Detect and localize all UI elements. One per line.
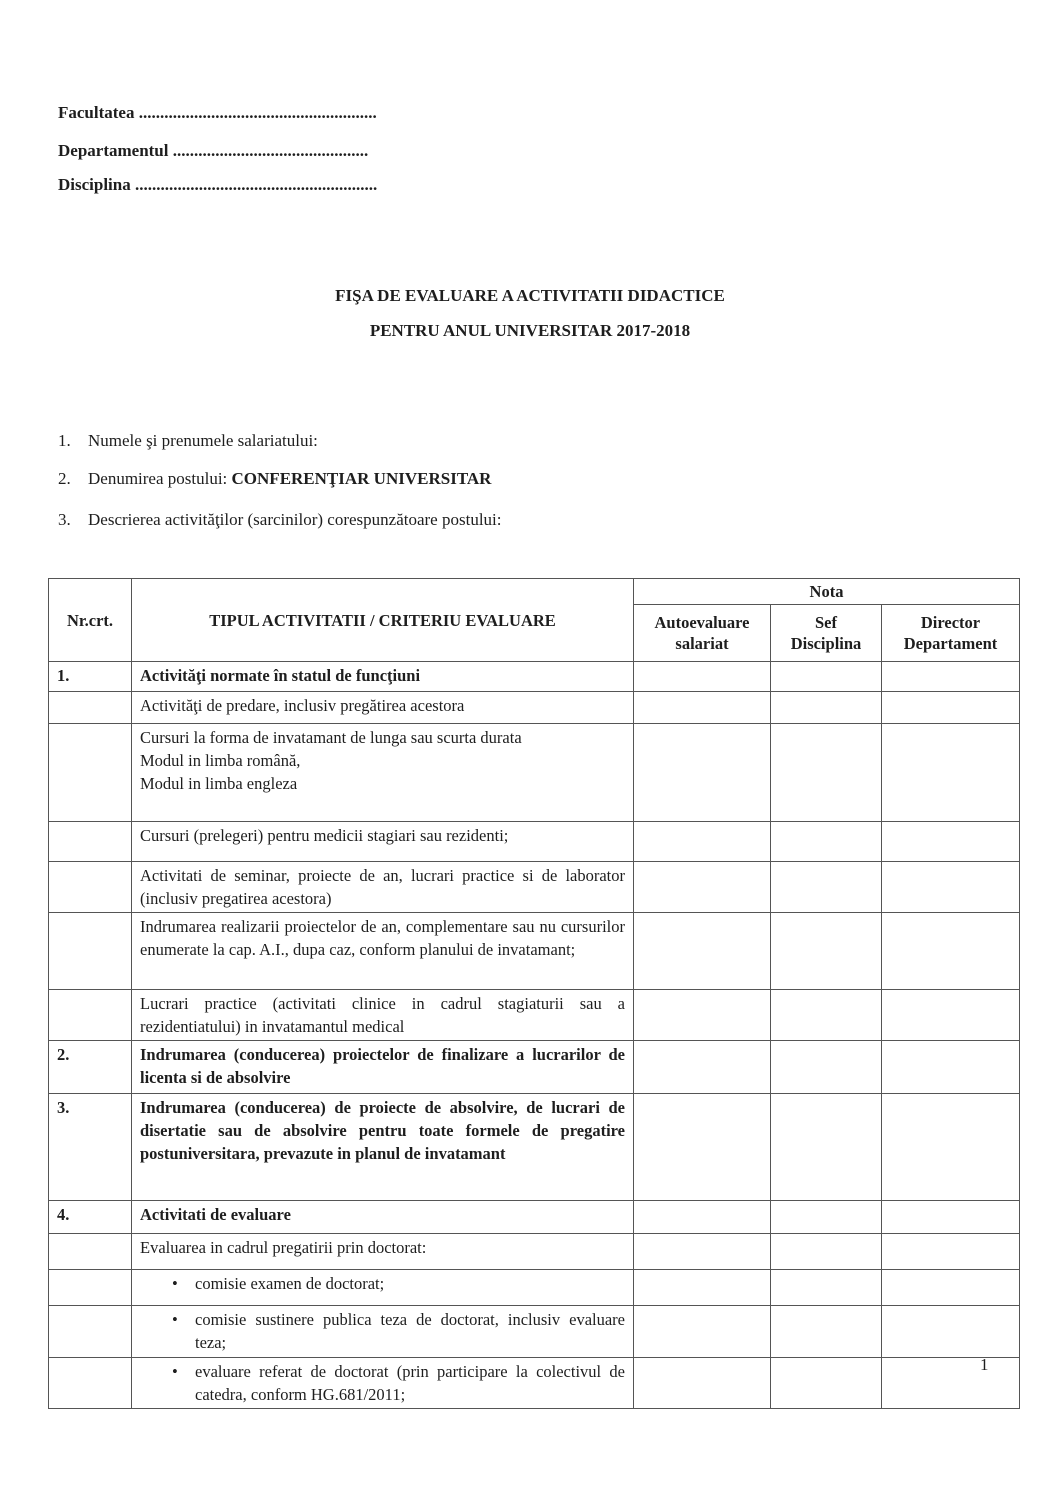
score-director[interactable]	[882, 692, 1020, 724]
criterion-text: Activităţi normate în statul de funcţiuni	[140, 666, 421, 685]
score-director[interactable]	[882, 1358, 1020, 1409]
criterion-text: Indrumarea (conducerea) de proiecte de absolvire, de lucrari de disertatie sau de absolvire pentru toate formele de pregatire postuniversitara, prevazute in planul de invatamant	[140, 1098, 625, 1163]
criterion-text: Lucrari practice (activitati clinice in cadrul stagiaturii sau a rezidentiatului) in invatamantul medical	[140, 994, 625, 1036]
score-director[interactable]	[882, 1094, 1020, 1201]
field-disciplina: Disciplina .........................................................	[58, 175, 378, 194]
criterion-cell	[132, 913, 634, 990]
table-row	[49, 1358, 1020, 1409]
score-autoevaluare[interactable]	[634, 1234, 771, 1270]
score-autoevaluare[interactable]	[634, 862, 771, 913]
criterion-cell	[132, 1358, 634, 1409]
score-autoevaluare[interactable]	[634, 1041, 771, 1094]
table-row	[49, 1041, 1020, 1094]
criterion-text: Evaluarea in cadrul pregatirii prin doctorat:	[140, 1238, 427, 1257]
score-sef-disciplina[interactable]	[771, 862, 882, 913]
item-number: 2.	[58, 469, 71, 488]
table-row	[49, 1306, 1020, 1358]
criterion-cell	[132, 1041, 634, 1094]
table-row	[49, 662, 1020, 692]
document-title: FIŞA DE EVALUARE A ACTIVITATII DIDACTICE	[335, 286, 725, 305]
criterion-text: Indrumarea realizarii proiectelor de an, complementare sau nu cursurilor enumerate la cap. A.I., dupa caz, conform planului de invatamant;	[140, 917, 625, 959]
criterion-text: Cursuri la forma de invatamant de lunga sau scurta durata Modul in limba română, Modul in limba engleza	[140, 728, 522, 793]
table-row	[49, 913, 1020, 990]
score-autoevaluare[interactable]	[634, 1094, 771, 1201]
score-autoevaluare[interactable]	[634, 724, 771, 822]
score-sef-disciplina[interactable]	[771, 1041, 882, 1094]
table-row	[49, 692, 1020, 724]
score-sef-disciplina[interactable]	[771, 724, 882, 822]
criterion-cell	[132, 1270, 634, 1306]
score-autoevaluare[interactable]	[634, 1358, 771, 1409]
score-sef-disciplina[interactable]	[771, 1306, 882, 1358]
table-row	[49, 990, 1020, 1041]
score-director[interactable]	[882, 1201, 1020, 1234]
criterion-cell	[132, 1306, 634, 1358]
col-director-header: Director Departament	[882, 605, 1020, 662]
col-nr-header: Nr.crt.	[49, 579, 132, 662]
col-type-header: TIPUL ACTIVITATII / CRITERIU EVALUARE	[132, 579, 634, 662]
score-director[interactable]	[882, 822, 1020, 862]
score-director[interactable]	[882, 913, 1020, 990]
score-director[interactable]	[882, 1270, 1020, 1306]
criterion-cell	[132, 662, 634, 692]
score-sef-disciplina[interactable]	[771, 1234, 882, 1270]
item-3	[58, 510, 502, 530]
score-director[interactable]	[882, 1306, 1020, 1358]
item-number: 1.	[58, 431, 71, 450]
col-nota-header: Nota	[634, 579, 1020, 605]
criterion-text: • comisie examen de doctorat;	[140, 1272, 625, 1295]
row-number: 3.	[49, 1094, 132, 1201]
criterion-cell	[132, 1201, 634, 1234]
evaluation-table	[48, 578, 1020, 1409]
score-director[interactable]	[882, 662, 1020, 692]
field-departamentul: Departamentul ..............................................	[58, 141, 369, 160]
item-label: Descrierea activităţilor (sarcinilor) corespunzătoare postului:	[88, 510, 502, 529]
item-label: Numele şi prenumele salariatului:	[88, 431, 318, 450]
table-row	[49, 1201, 1020, 1234]
criterion-text: Activităţi de predare, inclusiv pregătirea acestora	[140, 696, 465, 715]
row-number	[49, 724, 132, 822]
row-number	[49, 1306, 132, 1358]
score-sef-disciplina[interactable]	[771, 990, 882, 1041]
criterion-cell	[132, 862, 634, 913]
row-number	[49, 862, 132, 913]
criterion-cell	[132, 822, 634, 862]
score-autoevaluare[interactable]	[634, 1306, 771, 1358]
item-label: Denumirea postului:	[88, 469, 232, 488]
table-row	[49, 1094, 1020, 1201]
item-2	[58, 469, 491, 489]
score-director[interactable]	[882, 1041, 1020, 1094]
table-row	[49, 1234, 1020, 1270]
score-autoevaluare[interactable]	[634, 692, 771, 724]
criterion-text: • comisie sustinere publica teza de doctorat, inclusiv evaluare teza;	[140, 1308, 625, 1354]
score-sef-disciplina[interactable]	[771, 1094, 882, 1201]
score-sef-disciplina[interactable]	[771, 692, 882, 724]
score-autoevaluare[interactable]	[634, 1270, 771, 1306]
score-sef-disciplina[interactable]	[771, 662, 882, 692]
row-number	[49, 822, 132, 862]
document-subtitle: PENTRU ANUL UNIVERSITAR 2017-2018	[369, 321, 691, 340]
score-sef-disciplina[interactable]	[771, 1201, 882, 1234]
row-number: 4.	[49, 1201, 132, 1234]
score-director[interactable]	[882, 862, 1020, 913]
field-facultatea: Facultatea ........................................................	[58, 103, 377, 122]
criterion-text: Activitati de seminar, proiecte de an, lucrari practice si de laborator (inclusiv pregatirea acestora)	[140, 866, 625, 908]
row-number	[49, 1270, 132, 1306]
row-number	[49, 1234, 132, 1270]
row-number	[49, 692, 132, 724]
table-row	[49, 862, 1020, 913]
criterion-cell	[132, 1234, 634, 1270]
item-number: 3.	[58, 510, 71, 529]
criterion-text: Indrumarea (conducerea) proiectelor de finalizare a lucrarilor de licenta si de absolvire	[140, 1045, 625, 1087]
row-number: 2.	[49, 1041, 132, 1094]
row-number	[49, 913, 132, 990]
row-number	[49, 1358, 132, 1409]
score-director[interactable]	[882, 724, 1020, 822]
col-sef-header: Sef Disciplina	[771, 605, 882, 662]
table-row	[49, 724, 1020, 822]
table-row	[49, 1270, 1020, 1306]
criterion-cell	[132, 1094, 634, 1201]
criterion-cell	[132, 990, 634, 1041]
table-row	[49, 822, 1020, 862]
score-sef-disciplina[interactable]	[771, 822, 882, 862]
row-number: 1.	[49, 662, 132, 692]
score-autoevaluare[interactable]	[634, 822, 771, 862]
score-autoevaluare[interactable]	[634, 1201, 771, 1234]
score-sef-disciplina[interactable]	[771, 1358, 882, 1409]
score-director[interactable]	[882, 1234, 1020, 1270]
page-number: 1	[980, 1355, 989, 1374]
col-autoevaluare-header: Autoevaluare salariat	[634, 605, 771, 662]
criterion-text: Cursuri (prelegeri) pentru medicii stagiari sau rezidenti;	[140, 826, 509, 845]
criterion-text: • evaluare referat de doctorat (prin participare la colectivul de catedra, conform HG.681/2011;	[140, 1360, 625, 1406]
job-title-value: CONFERENŢIAR UNIVERSITAR	[231, 469, 492, 488]
score-autoevaluare[interactable]	[634, 662, 771, 692]
criterion-text: Activitati de evaluare	[140, 1205, 291, 1224]
criterion-cell	[132, 724, 634, 822]
score-sef-disciplina[interactable]	[771, 1270, 882, 1306]
score-autoevaluare[interactable]	[634, 913, 771, 990]
score-director[interactable]	[882, 990, 1020, 1041]
criterion-cell	[132, 692, 634, 724]
row-number	[49, 990, 132, 1041]
score-sef-disciplina[interactable]	[771, 913, 882, 990]
score-autoevaluare[interactable]	[634, 990, 771, 1041]
item-1	[58, 431, 318, 451]
